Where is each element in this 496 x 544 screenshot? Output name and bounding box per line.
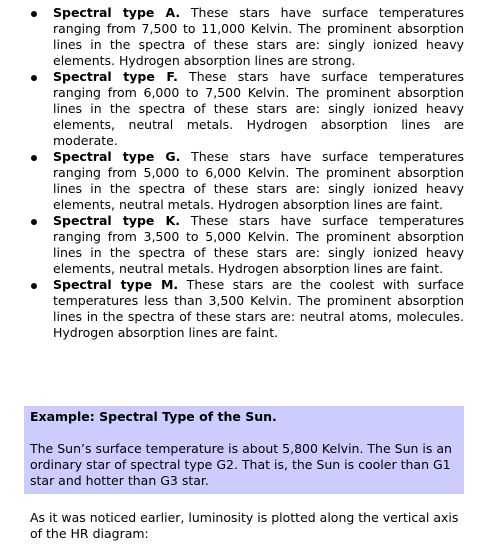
spectral-type-term: Spectral type A. xyxy=(53,5,181,20)
spectral-type-list xyxy=(0,5,496,341)
spectral-type-description: These stars are the coolest with surface temperatures less than 3,500 Kelvin. The prominent absorption lines in the spectra of these stars are: neutral atoms, molecules. Hydrogen absorption lines are faint. xyxy=(53,277,465,340)
list-item-spectral-type-m xyxy=(0,277,496,341)
spectral-type-description: These stars have surface temperatures ranging from 7,500 to 11,000 Kelvin. The prominent absorption lines in the spectra of these stars are: singly ionized heavy elements. Hydrogen absorption lines are strong. xyxy=(53,5,465,68)
spectral-type-term: Spectral type F. xyxy=(53,69,178,84)
spectral-type-term: Spectral type M. xyxy=(53,277,179,292)
bullet-icon xyxy=(31,11,37,17)
example-title: Example: Spectral Type of the Sun. xyxy=(30,409,277,424)
bullet-icon xyxy=(31,155,37,161)
spectral-type-term: Spectral type K. xyxy=(53,213,180,228)
spectral-type-description: These stars have surface temperatures ranging from 6,000 to 7,500 Kelvin. The prominent absorption lines in the spectra of these stars are: singly ionized heavy elements, neutral metals. Hydrogen absorption lines are moderate. xyxy=(53,69,464,148)
bullet-icon xyxy=(31,219,37,225)
example-body: The Sun’s surface temperature is about 5,800 Kelvin. The Sun is an ordinary star of spectral type G2. That is, the Sun is cooler than G1 star and hotter than G3 star. xyxy=(30,441,452,488)
closing-paragraph: As it was noticed earlier, luminosity is plotted along the vertical axis of the HR diagram: xyxy=(30,510,459,541)
example-box xyxy=(24,406,464,494)
list-item-spectral-type-f xyxy=(0,69,496,149)
bullet-icon xyxy=(31,283,37,289)
list-item-spectral-type-a xyxy=(0,5,496,69)
spectral-type-description: These stars have surface temperatures ranging from 5,000 to 6,000 Kelvin. The prominent absorption lines in the spectra of these stars are: singly ionized heavy elements, neutral metals. Hydrogen absorption lines are faint. xyxy=(53,149,464,212)
bullet-icon xyxy=(31,75,37,81)
list-item-spectral-type-g xyxy=(0,149,496,213)
spectral-type-term: Spectral type G. xyxy=(53,149,181,164)
list-item-spectral-type-k xyxy=(0,213,496,277)
spectral-type-description: These stars have surface temperatures ranging from 3,500 to 5,000 Kelvin. The prominent absorption lines in the spectra of these stars are: singly ionized heavy elements, neutral metals. Hydrogen absorption lines are faint. xyxy=(53,213,465,276)
